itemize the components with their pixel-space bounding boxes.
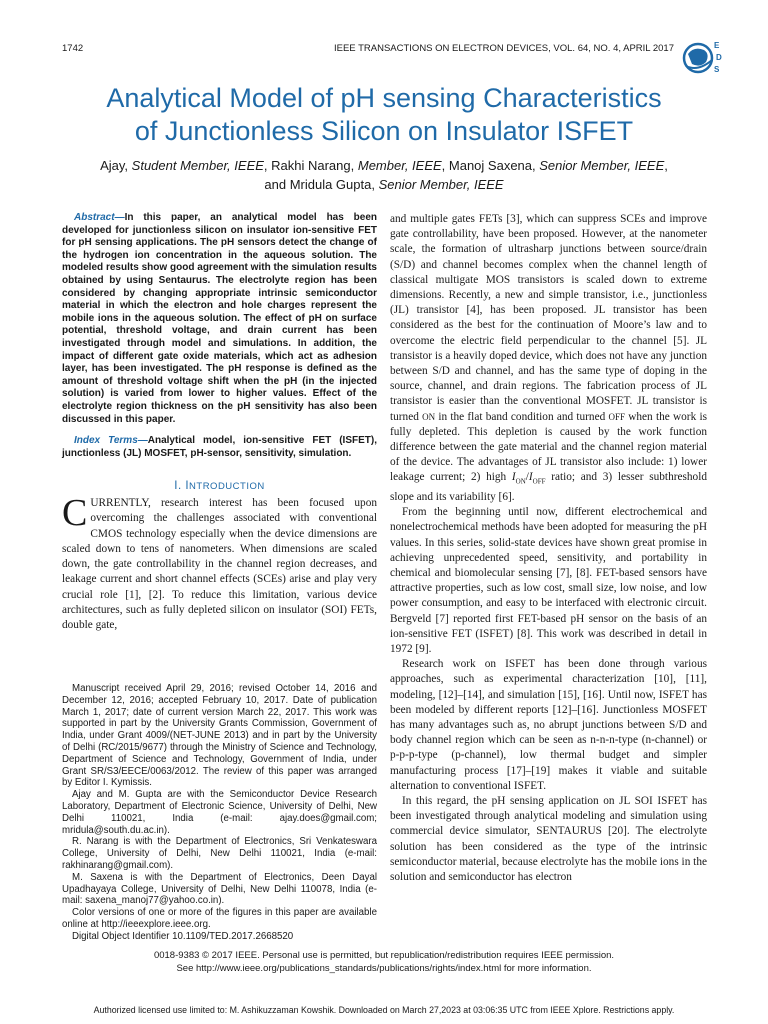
index-terms-label: Index Terms— — [74, 435, 148, 447]
body-text: in the flat band condition and turned — [435, 410, 609, 423]
section-title: NTRODUCTION — [189, 481, 265, 493]
math-sub: OFF — [532, 477, 546, 486]
title-line-2: of Junctionless Silicon on Insulator ISFET — [134, 116, 634, 146]
footnotes — [62, 683, 377, 943]
logo-letter-s: S — [714, 65, 720, 74]
abstract — [62, 212, 377, 426]
intro-text: URRENTLY, research interest has been focused upon overcoming the challenges associated with conventional CMOS technology especially when the device dimensions are scaled down to tens of nanometers. When dimensions are scaled down, the gate controllability in the channel region decreases, and leakage current and short channel effects (SCEs) arise and play very crucial role [1], [2]. To reduce this limitation, various device architectures, such as fully depleted silicon on insulator (SOI) FETs, double gate, — [62, 497, 377, 631]
footnote-color: Color versions of one or more of the figures in this paper are available online at http://ieeexplore.ieee.org. — [62, 907, 377, 930]
body-paragraph — [390, 212, 707, 505]
author-line-1 — [20, 156, 748, 175]
body-paragraph: In this regard, the pH sensing application on JL SOI ISFET has been investigated through analytical modeling and simulation using commercial device simulator, SENTAURUS [20]. The electrolyte solution has been considered as the type of the intrinsic semiconductor material, because electrolyte has the mobile ions in the solution and semiconductor has electron — [390, 794, 707, 883]
small-caps-on: ON — [422, 411, 436, 422]
logo-letter-d: D — [716, 53, 722, 62]
punctuation: , — [664, 158, 668, 173]
author-name: , Rakhi Narang, — [263, 158, 355, 173]
math-ion: I — [511, 471, 516, 484]
author-role: Senior Member, IEEE — [539, 158, 665, 173]
math-ioff: I — [528, 471, 533, 484]
author-role: Member, IEEE — [357, 158, 442, 173]
footnote-affiliation: Ajay and M. Gupta are with the Semiconductor Device Research Laboratory, Department of Electronic Science, University of Delhi, New Delhi 110021, India (e-mail: ajay.does@gmail.com; mridula@south.du.ac.in). — [62, 789, 377, 836]
body-paragraph: Research work on ISFET has been done through various approaches, such as experimental characterization [10], [11], modeling, [12]–[14], and simulation [15], [16]. Until now, ISFET has been modeled by different reports [12]–[16]. Junctionless MOSFET has many advantages such as, no abrupt junctions between S/D and body channel region which can be seen as n-n-n-type (n-channel) or p-p-p-type (p-channel), low thermal budget and simpler manufacturing process [17]–[19] makes it viable and suitable alternation to conventional ISFET. — [390, 658, 707, 792]
body-text: ratio; and 3) lesser subthreshold slope and its variability [6]. — [390, 471, 707, 503]
author-line-2 — [20, 175, 748, 194]
eds-logo-icon — [680, 36, 724, 78]
footnote-affiliation: R. Narang is with the Department of Electronics, Sri Venkateswara College, University of Delhi, New Delhi 110021, India (e-mail: rakhinarang@gmail.com). — [62, 836, 377, 871]
right-column — [390, 212, 707, 885]
body-text: when the work is fully depleted. This depletion is caused by the work function difference between the gate material and the channel region material of the device. The advantages of JL transistor also include: 1) lower leakage current; 2) high — [390, 410, 707, 484]
abstract-label: Abstract— — [74, 212, 125, 223]
math-sub: ON — [515, 477, 526, 486]
abstract-text: In this paper, an analytical model has been developed for junctionless silicon on insulator ion-sensitive FET for pH sensing applications. The pH sensors detect the change of the hydrogen ion concentration in the aqueous solution. The modeled results show good agreement with the simulation results obtained by using Sentaurus. The electrolyte region has been considered by changing appropriate intrinsic semiconductor material in which the electron and hole charges represent the mobile ions in the aqueous solution. The effect of pH on surface potential, threshold voltage, and drain current has been investigated through model and simulations. In addition, the impact of different gate oxide materials, which act as adhesion layer, has been investigated. The pH response is defined as the amount of threshold voltage shift when the pH (in the injected solution) is varied from lower to higher values. Effect of the electrolyte region thickness on the pH sensitivity has also been discussed in this paper. — [62, 212, 377, 425]
copyright-notice — [20, 950, 748, 975]
copyright-line-2: See http://www.ieee.org/publications_standards/publications/rights/index.html for more information. — [176, 962, 592, 974]
logo-letter-e: E — [714, 41, 720, 50]
footnote-affiliation: M. Saxena is with the Department of Electronics, Deen Dayal Upadhayaya College, University of Delhi, New Delhi 110078, India (e-mail: saxena_manoj77@yahoo.co.in). — [62, 871, 377, 907]
author-list — [20, 156, 748, 194]
author-name: and Mridula Gupta, — [264, 177, 375, 192]
left-column — [62, 212, 377, 633]
dropcap: C — [62, 492, 88, 535]
download-notice: Authorized licensed use limited to: M. Ashikuzzaman Kowshik. Downloaded on March 27,2023 at 03:06:35 UTC from IEEE Xplore. Restrictions apply. — [93, 1005, 675, 1015]
section-numeral: I. I — [174, 480, 190, 493]
body-text: and multiple gates FETs [3], which can suppress SCEs and improve gate controllability, have been proposed. However, at the nanometer scale, the formation of ultrasharp junctions between source/drain (S/D) and channel becomes complex when the channel length of classical multigate MOS transistors is scaled down to extreme dimensions. Recently, a new and simple transistor, i.e., junctionless (JL) transistor [4], has been proposed. JL transistor has been considered as the best for the continuation of Moore’s law and to overcome the electric field perpendicular to the channel [5]. JL transistor is a heavily doped device, which does not have any junction between S/D and channel, and has the same type of doping in the source, channel, and drain regions. The fabrication process of JL transistor is easier than the conventional MOSFET. JL transistor is turned — [390, 213, 707, 423]
paper-title — [20, 82, 748, 148]
body-paragraph: From the beginning until now, different electrochemical and nonelectrochemical methods have been adopted for measuring the pH values. In this series, solid-state devices have shown great promise in achieving unprecedented speed, sensitivity, and portability in chemical and biomolecular sensing [7], [8]. FET-based sensors have attractive properties, such as low cost, small size, low noise, and low power consumption, and easy to be interfaced with electronic circuit. Bergveld [7] reported first FET-based pH sensor on the basis of an ion-sensitive FET (ISFET) [8]. This work was described in detail in 1972 [9]. — [390, 506, 707, 655]
author-role: Student Member, IEEE — [131, 158, 264, 173]
index-terms-text: Analytical model, ion-sensitive FET (ISFET), junctionless (JL) MOSFET, pH-sensor, sensitivity, simulation. — [62, 435, 377, 459]
footnote-manuscript: Manuscript received April 29, 2016; revised October 14, 2016 and December 12, 2016; accepted February 10, 2017. Date of publication March 1, 2017; date of current version March 22, 2017. This work was supported in part by the University Grants Commission, Government of India, under Grant 4009/(NET-JUNE 2013) and in part by the University of Delhi (RC/2015/9677) through the Ministry of Science and Technology, Department of Science and Technology, Government of India, under Grant SR/S3/EECE/0063/2012. The review of this paper was arranged by Editor I. Kymissis. — [62, 683, 377, 789]
author-name: , Manoj Saxena, — [441, 158, 536, 173]
math-slash: / — [525, 471, 529, 484]
small-caps-off: OFF — [608, 411, 625, 422]
index-terms — [62, 435, 377, 460]
title-line-1: Analytical Model of pH sensing Characteristics — [106, 83, 662, 113]
intro-paragraph — [62, 492, 377, 633]
author-name: Ajay, — [100, 158, 129, 173]
copyright-line-1: 0018-9383 © 2017 IEEE. Personal use is permitted, but republication/redistribution requires IEEE permission. — [153, 950, 615, 961]
page-number: 1742 — [62, 43, 84, 54]
author-role: Senior Member, IEEE — [378, 177, 504, 192]
journal-header: IEEE TRANSACTIONS ON ELECTRON DEVICES, VOL. 64, NO. 4, APRIL 2017 — [333, 43, 674, 54]
footnote-doi: Digital Object Identifier 10.1109/TED.2017.2668520 — [72, 930, 294, 942]
section-heading-introduction — [62, 480, 377, 492]
